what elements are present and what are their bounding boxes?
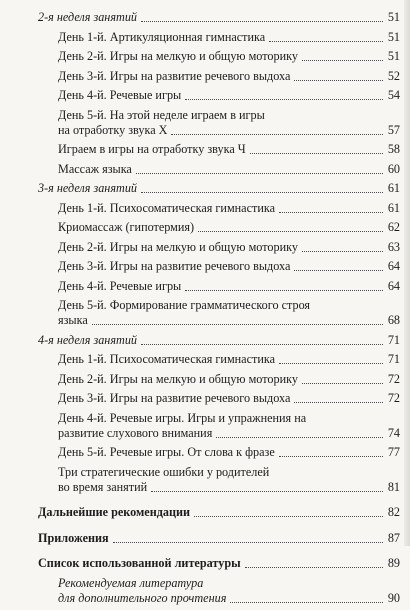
toc-entry-label: Играем в игры на отработку звука Ч: [58, 142, 246, 156]
dot-leader: [269, 41, 383, 42]
toc-entry-label: 3-я неделя занятий: [38, 181, 138, 195]
toc-entry-label: День 3-й. Игры на развитие речевого выдоха: [58, 68, 291, 83]
toc-entry-page: 87: [387, 530, 400, 545]
toc-entry-page: 51: [387, 10, 400, 24]
toc-entry-page: 52: [387, 68, 400, 83]
toc-entry-page: 62: [387, 220, 400, 234]
dot-leader: [185, 290, 383, 291]
toc-entry-page: 90: [387, 590, 400, 605]
dot-leader: [302, 383, 383, 384]
toc-entry-label: День 3-й. Игры на развитие речевого выдоха: [58, 391, 291, 405]
toc-entry-page: 74: [387, 425, 400, 440]
toc-entry-page: 71: [387, 332, 400, 347]
dot-leader: [216, 437, 383, 438]
toc-entry-week4-day3[interactable]: [38, 391, 400, 406]
toc-entry-label: День 4-й. Речевые игры: [58, 88, 182, 102]
toc-entry-label: 2-я неделя занятий: [38, 10, 138, 24]
dot-leader: [141, 21, 383, 22]
dot-leader: [92, 324, 383, 325]
toc-entry-label-line1: День 5-й. На этой неделе играем в игры: [58, 107, 265, 122]
toc-entry-label-line1: День 4-й. Речевые игры. Игры и упражнения на: [58, 410, 307, 425]
dot-leader: [141, 192, 383, 193]
dot-leader: [294, 270, 383, 271]
dot-leader: [250, 153, 383, 154]
toc-entry-page: 64: [387, 278, 400, 293]
toc-entry-label-line1: Три стратегические ошибки у родителей: [58, 464, 270, 479]
dot-leader: [245, 567, 383, 568]
toc-entry-cryomassage[interactable]: [38, 220, 400, 235]
dot-leader: [194, 516, 383, 517]
dot-leader: [279, 456, 383, 457]
dot-leader: [171, 134, 383, 135]
toc-entry-sound-ch[interactable]: [38, 142, 400, 157]
toc-entry-label: День 1-й. Психосоматическая гимнастика: [58, 352, 275, 366]
toc-entry-week3-day3[interactable]: [38, 259, 400, 274]
toc-entry-page: 61: [387, 181, 400, 195]
toc-entry-label-line2: развитие слухового внимания: [58, 425, 213, 440]
toc-entry-page: 89: [387, 556, 400, 570]
toc-entry-parent-mistakes[interactable]: [38, 465, 400, 495]
toc-entry-label-line1: День 5-й. Формирование грамматического строя: [58, 298, 311, 312]
toc-entry-page: 72: [387, 391, 400, 405]
dot-leader: [185, 99, 383, 100]
table-of-contents: [38, 10, 400, 610]
toc-entry-page: 72: [387, 371, 400, 386]
toc-entry-week3-day1[interactable]: [38, 201, 400, 216]
toc-entry-label: 4-я неделя занятий: [38, 332, 138, 347]
toc-entry-further-recommendations[interactable]: [38, 505, 400, 520]
toc-entry-recommended-reading[interactable]: [38, 576, 400, 606]
toc-entry-label-line2: на отработку звука Х: [58, 122, 168, 137]
toc-entry-week-4[interactable]: [38, 333, 400, 348]
toc-entry-page: 61: [387, 200, 400, 215]
toc-entry-label: День 5-й. Речевые игры. От слова к фразе: [58, 445, 275, 459]
dot-leader: [230, 602, 383, 603]
toc-entry-week4-day1[interactable]: [38, 352, 400, 367]
toc-entry-page: 82: [387, 505, 400, 519]
toc-entry-label: День 3-й. Игры на развитие речевого выдоха: [58, 259, 291, 273]
toc-entry-label-line2: во время занятий: [58, 479, 148, 494]
toc-entry-references[interactable]: [38, 556, 400, 571]
toc-entry-label: Массаж языка: [58, 161, 132, 176]
toc-entry-page: 81: [387, 479, 400, 494]
toc-entry-label: Дальнейшие рекомендации: [38, 505, 191, 519]
toc-entry-page: 51: [387, 49, 400, 63]
toc-entry-page: 57: [387, 122, 400, 137]
toc-entry-label: День 1-й. Артикуляционная гимнастика: [58, 29, 266, 44]
dot-leader: [279, 363, 383, 364]
toc-entry-week3-day4[interactable]: [38, 279, 400, 294]
toc-entry-page: 71: [387, 352, 400, 366]
toc-entry-week4-day4[interactable]: [38, 411, 400, 441]
toc-entry-page: 54: [387, 88, 400, 102]
dot-leader: [113, 542, 383, 543]
page-edge: [404, 0, 410, 546]
dot-leader: [302, 251, 383, 252]
toc-entry-week4-day2[interactable]: [38, 372, 400, 387]
toc-entry-week3-day5[interactable]: [38, 298, 400, 328]
toc-entry-week2-day2[interactable]: [38, 49, 400, 64]
toc-entry-label-line2: языка: [58, 313, 88, 327]
toc-entry-label: День 2-й. Игры на мелкую и общую моторику: [58, 239, 298, 254]
toc-entry-label: День 2-й. Игры на мелкую и общую моторику: [58, 49, 298, 63]
dot-leader: [198, 231, 383, 232]
toc-entry-label: Список использованной литературы: [38, 556, 241, 570]
dot-leader: [294, 80, 383, 81]
toc-entry-week4-day5[interactable]: [38, 445, 400, 460]
toc-entry-week-3[interactable]: [38, 181, 400, 196]
toc-entry-page: 64: [387, 259, 400, 273]
dot-leader: [302, 60, 383, 61]
toc-entry-page: 60: [387, 161, 400, 176]
toc-entry-page: 51: [387, 29, 400, 44]
toc-entry-tongue-massage[interactable]: [38, 162, 400, 177]
toc-entry-label-line1: Рекомендуемая литература: [58, 575, 204, 590]
toc-entry-week2-day1[interactable]: [38, 30, 400, 45]
toc-entry-label: Приложения: [38, 530, 109, 545]
dot-leader: [136, 173, 383, 174]
dot-leader: [279, 212, 383, 213]
toc-entry-label-line2: для дополнительного прочтения: [58, 590, 227, 605]
toc-entry-appendices[interactable]: [38, 531, 400, 546]
toc-entry-week2-day4[interactable]: [38, 88, 400, 103]
toc-entry-week2-day5[interactable]: [38, 108, 400, 138]
toc-entry-page: 77: [387, 445, 400, 459]
toc-entry-page: 68: [387, 313, 400, 327]
toc-entry-label: День 2-й. Игры на мелкую и общую моторику: [58, 371, 298, 386]
toc-entry-page: 63: [387, 239, 400, 254]
dot-leader: [141, 344, 383, 345]
toc-entry-page: 58: [387, 142, 400, 156]
toc-entry-label: День 4-й. Речевые игры: [58, 278, 182, 293]
toc-entry-week-2[interactable]: [38, 10, 400, 25]
dot-leader: [151, 491, 383, 492]
toc-entry-label: Криомассаж (гипотермия): [58, 220, 195, 234]
toc-entry-week2-day3[interactable]: [38, 69, 400, 84]
dot-leader: [294, 402, 383, 403]
toc-entry-label: День 1-й. Психосоматическая гимнастика: [58, 200, 275, 215]
toc-entry-week3-day2[interactable]: [38, 240, 400, 255]
